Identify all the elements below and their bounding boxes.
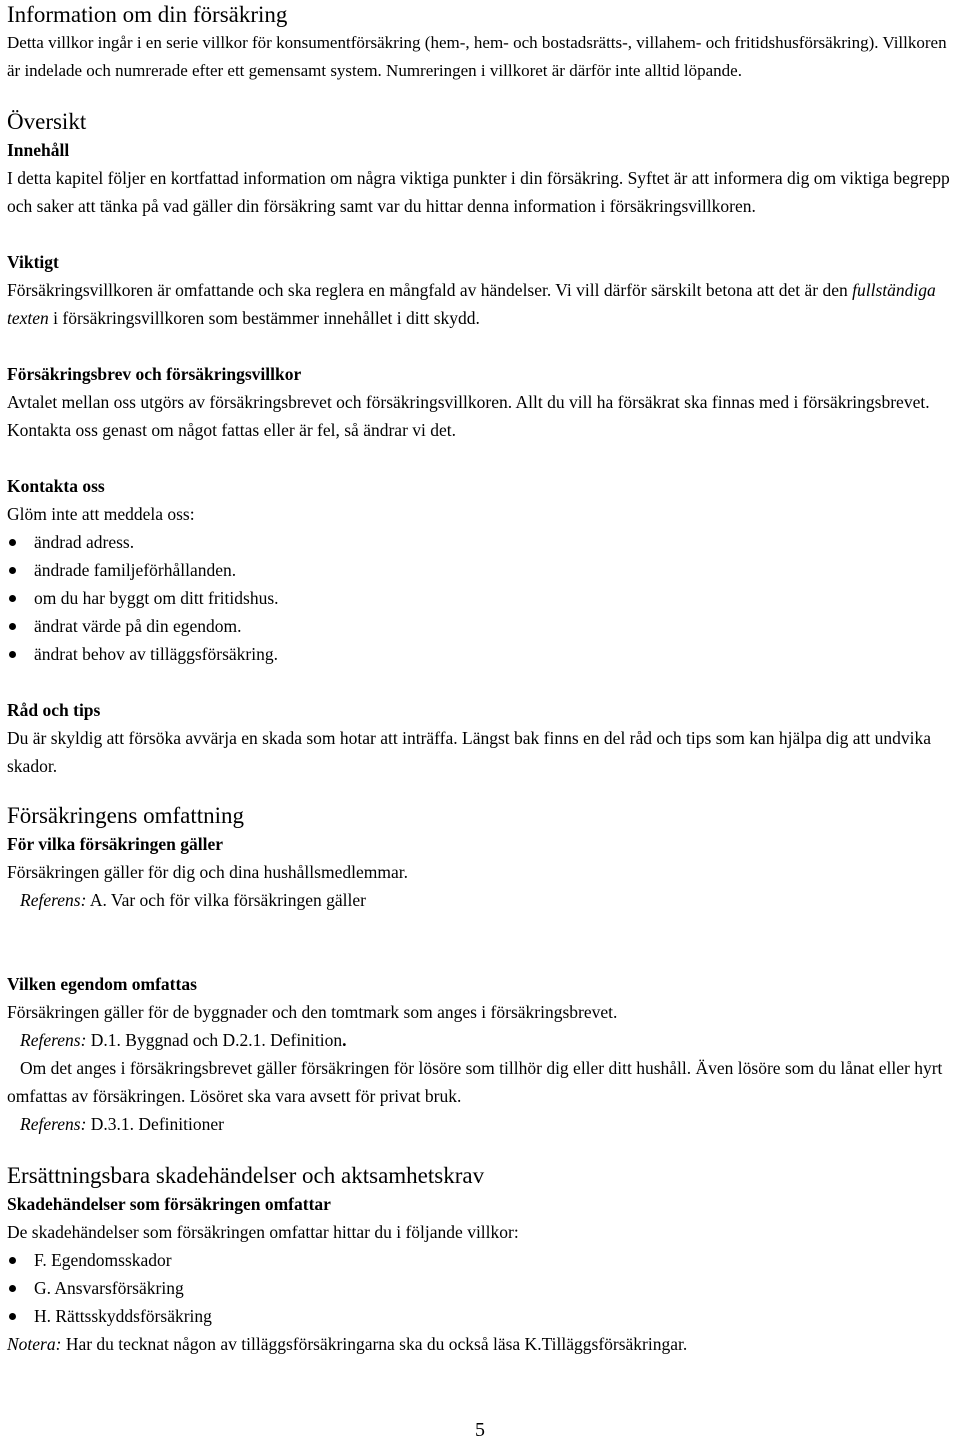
innehall-heading: Innehåll (7, 140, 70, 160)
skade-subheading: Skadehändelser som försäkringen omfattar (7, 1194, 331, 1214)
notera-label: Notera: (7, 1334, 62, 1354)
list-item: H. Rättsskyddsförsäkring (7, 1302, 953, 1330)
page-title: Information om din försäkring (7, 2, 288, 27)
viktigt-text-part: Försäkringsvillkoren är omfattande och ska reglera en mångfald av händelser. Vi vill därför särskilt betona att det är den (7, 280, 853, 300)
intro-paragraph: Detta villkor ingår i en serie villkor för konsumentförsäkring (hem-, hem- och bostadsrätts-, villahem- och fritidshusförsäkring). Villkoren är indelade och numrerade efter ett gemensamt system. Numreringen i villkoret är därför inte alltid löpande. (7, 33, 947, 80)
list-item: om du har byggt om ditt fritidshus. (7, 584, 953, 612)
viktigt-heading: Viktigt (7, 252, 59, 272)
kontakt-list (7, 528, 953, 668)
rad-heading: Råd och tips (7, 700, 101, 720)
egendom-reference (7, 1026, 953, 1054)
reference-label: Referens: (20, 1114, 87, 1134)
list-item: G. Ansvarsförsäkring (7, 1274, 953, 1302)
egendom-heading: Vilken egendom omfattas (7, 974, 197, 994)
page-number: 5 (475, 1419, 485, 1441)
losore-reference (7, 1110, 953, 1138)
rad-text: Du är skyldig att försöka avvärja en skada som hotar att inträffa. Längst bak finns en del råd och tips som kan hjälpa dig att undvika skador. (7, 728, 932, 776)
kontakt-heading: Kontakta oss (7, 476, 105, 496)
brev-heading: Försäkringsbrev och försäkringsvillkor (7, 364, 302, 384)
skade-text: De skadehändelser som försäkringen omfattar hittar du i följande villkor: (7, 1222, 519, 1242)
section-heading-omfattning: Försäkringens omfattning (7, 803, 244, 828)
section-heading-skade: Ersättningsbara skadehändelser och aktsamhetskrav (7, 1163, 485, 1188)
list-item: F. Egendomsskador (7, 1246, 953, 1274)
reference-text: A. Var och för vilka försäkringen gäller (86, 890, 366, 910)
innehall-text: I detta kapitel följer en kortfattad information om några viktiga punkter i din försäkring. Syftet är att informera dig om viktiga begrepp och saker att tänka på vad gäller din försäkring samt var du hittar denna information i försäkringsvillkoren. (7, 168, 950, 216)
list-item: ändrat värde på din egendom. (7, 612, 953, 640)
vilka-heading: För vilka försäkringen gäller (7, 834, 223, 854)
reference-label: Referens: (20, 890, 87, 910)
reference-text: D.3.1. Definitioner (86, 1114, 224, 1134)
vilka-reference (7, 886, 953, 914)
losore-text: Om det anges i försäkringsbrevet gäller försäkringen för lösöre som tillhör dig eller ditt hushåll. Även lösöre som du lånat eller hyrt omfattas av försäkringen. Lösöret ska vara avsett för privat bruk. (7, 1058, 943, 1106)
vilka-text: Försäkringen gäller för dig och dina hushållsmedlemmar. (7, 862, 408, 882)
reference-label: Referens: (20, 1030, 87, 1050)
section-heading-oversikt: Översikt (7, 109, 87, 134)
viktigt-text-emphasis: fullständiga texten (7, 280, 936, 328)
viktigt-text (7, 276, 953, 332)
list-item: ändrat behov av tilläggsförsäkring. (7, 640, 953, 668)
document-page (7, 0, 953, 1358)
viktigt-text-part: i försäkringsvillkoren som bestämmer innehållet i ditt skydd. (48, 308, 480, 328)
skade-list (7, 1246, 953, 1330)
brev-text: Avtalet mellan oss utgörs av försäkringsbrevet och försäkringsvillkoren. Allt du vill ha försäkrat ska finnas med i försäkringsbrevet. Kontakta oss genast om något fattas eller är fel, så ändrar vi det. (7, 392, 930, 440)
reference-text: . (342, 1030, 347, 1050)
list-item: ändrad adress. (7, 528, 953, 556)
reference-text: D.1. Byggnad och D.2.1. Definition (86, 1030, 343, 1050)
list-item: ändrade familjeförhållanden. (7, 556, 953, 584)
notera-body: Har du tecknat någon av tilläggsförsäkringarna ska du också läsa K.Tilläggsförsäkringar. (61, 1334, 688, 1354)
egendom-text: Försäkringen gäller för de byggnader och den tomtmark som anges i försäkringsbrevet. (7, 1002, 618, 1022)
kontakt-intro: Glöm inte att meddela oss: (7, 504, 195, 524)
notera-text (7, 1330, 953, 1358)
